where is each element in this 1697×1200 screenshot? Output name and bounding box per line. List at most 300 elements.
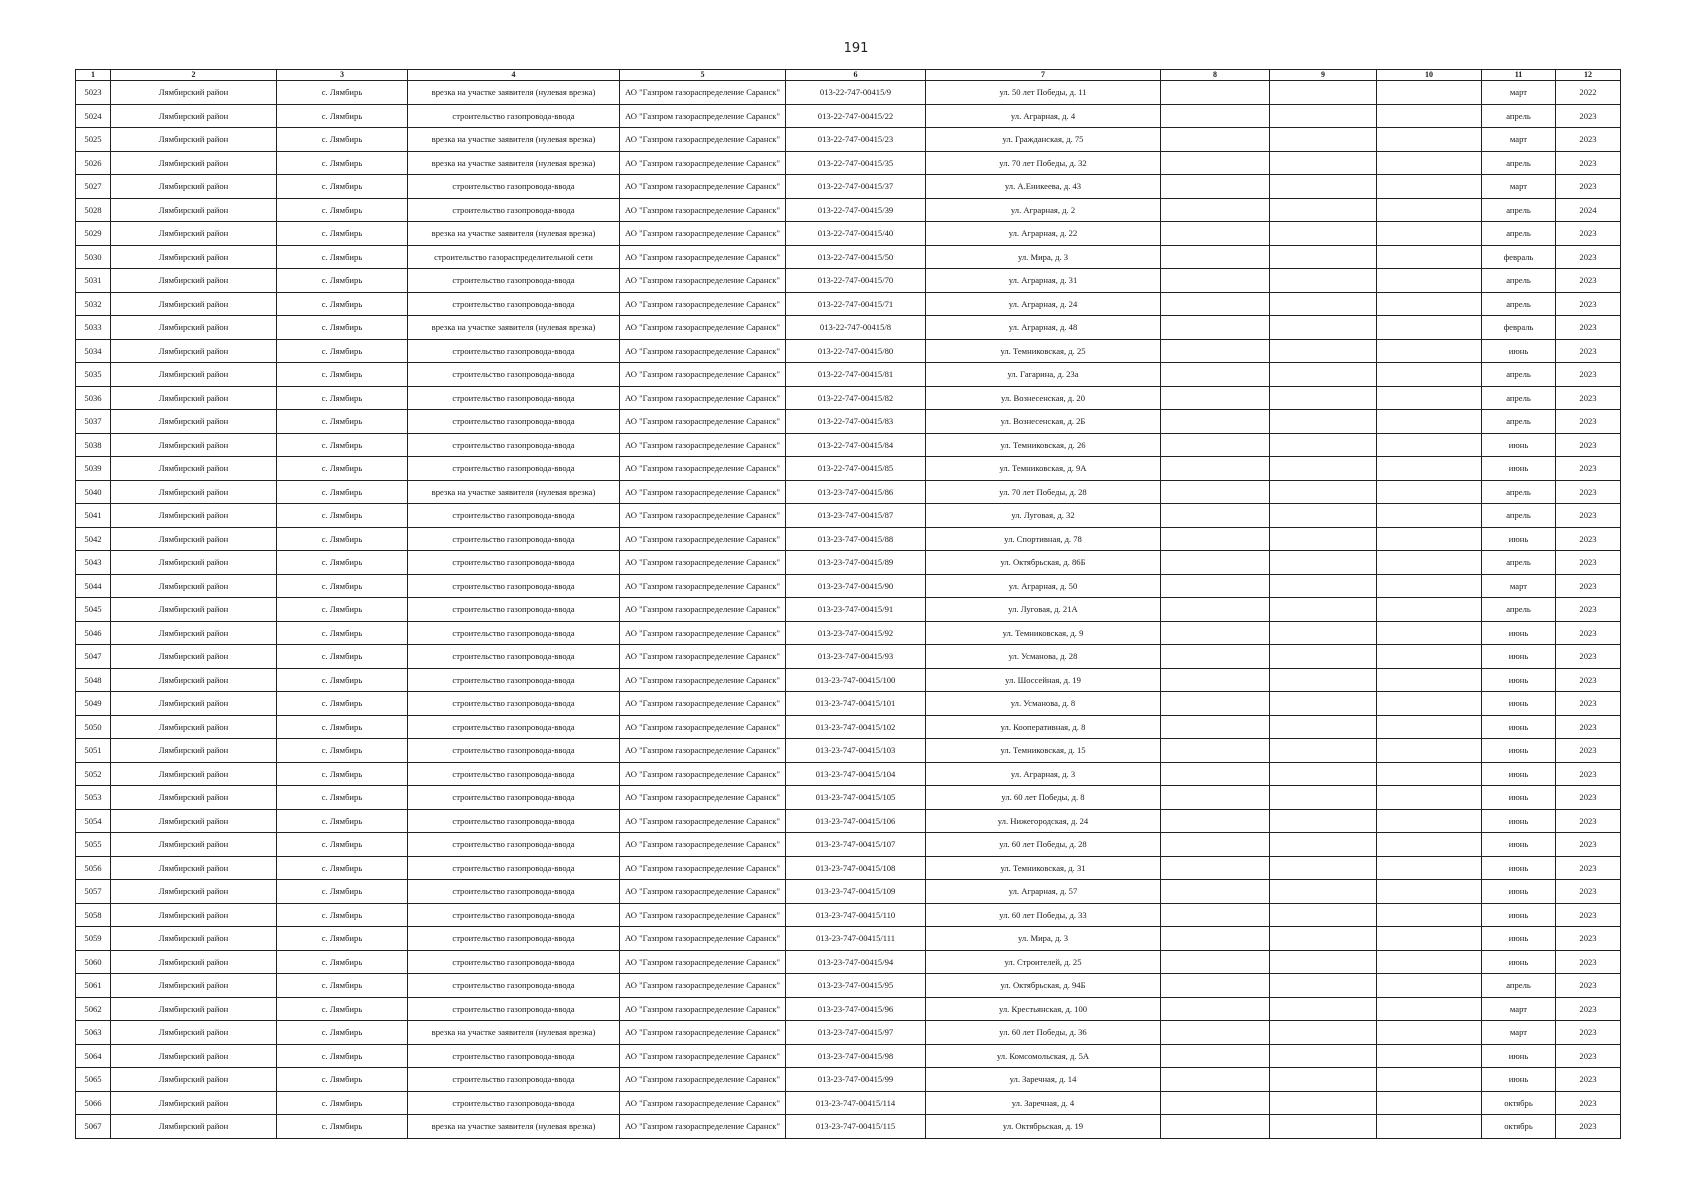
column-9-cell <box>1270 997 1377 1021</box>
organization-cell: АО "Газпром газораспределение Саранск" <box>620 1091 786 1115</box>
column-8-cell <box>1161 198 1270 222</box>
district-cell: Лямбирский район <box>111 739 277 763</box>
address-cell: ул. Темниковская, д. 25 <box>926 339 1161 363</box>
application-number-cell: 013-23-747-00415/89 <box>786 551 926 575</box>
column-9-cell <box>1270 504 1377 528</box>
table-row <box>76 1115 1621 1139</box>
work-type-cell: строительство газопровода-ввода <box>408 1068 620 1092</box>
table-row <box>76 903 1621 927</box>
application-number-cell: 013-22-747-00415/37 <box>786 175 926 199</box>
gasification-register-table <box>75 69 1621 1139</box>
settlement-cell: с. Лямбирь <box>277 809 408 833</box>
column-8-cell <box>1161 692 1270 716</box>
column-10-cell <box>1377 457 1482 481</box>
address-cell: ул. 50 лет Победы, д. 11 <box>926 81 1161 105</box>
settlement-cell: с. Лямбирь <box>277 1021 408 1045</box>
row-number-cell: 5028 <box>76 198 111 222</box>
month-cell: апрель <box>1482 104 1556 128</box>
column-8-cell <box>1161 809 1270 833</box>
table-row <box>76 1068 1621 1092</box>
district-cell: Лямбирский район <box>111 104 277 128</box>
column-8-cell <box>1161 833 1270 857</box>
work-type-cell: строительство газопровода-ввода <box>408 1091 620 1115</box>
settlement-cell: с. Лямбирь <box>277 1044 408 1068</box>
column-10-cell <box>1377 786 1482 810</box>
settlement-cell: с. Лямбирь <box>277 574 408 598</box>
year-cell: 2023 <box>1556 739 1621 763</box>
district-cell: Лямбирский район <box>111 551 277 575</box>
row-number-cell: 5055 <box>76 833 111 857</box>
table-row <box>76 527 1621 551</box>
year-cell: 2023 <box>1556 950 1621 974</box>
column-9-cell <box>1270 198 1377 222</box>
work-type-cell: врезка на участке заявителя (нулевая врезка) <box>408 128 620 152</box>
application-number-cell: 013-23-747-00415/102 <box>786 715 926 739</box>
column-9-cell <box>1270 410 1377 434</box>
table-row <box>76 574 1621 598</box>
month-cell: март <box>1482 574 1556 598</box>
month-cell: июнь <box>1482 762 1556 786</box>
row-number-cell: 5037 <box>76 410 111 434</box>
row-number-cell: 5047 <box>76 645 111 669</box>
column-8-cell <box>1161 880 1270 904</box>
column-10-cell <box>1377 128 1482 152</box>
address-cell: ул. Луговая, д. 21А <box>926 598 1161 622</box>
address-cell: ул. Темниковская, д. 15 <box>926 739 1161 763</box>
row-number-cell: 5053 <box>76 786 111 810</box>
work-type-cell: строительство газопровода-ввода <box>408 621 620 645</box>
application-number-cell: 013-23-747-00415/95 <box>786 974 926 998</box>
year-cell: 2023 <box>1556 316 1621 340</box>
organization-cell: АО "Газпром газораспределение Саранск" <box>620 833 786 857</box>
settlement-cell: с. Лямбирь <box>277 598 408 622</box>
year-cell: 2023 <box>1556 480 1621 504</box>
row-number-cell: 5039 <box>76 457 111 481</box>
year-cell: 2023 <box>1556 363 1621 387</box>
row-number-cell: 5051 <box>76 739 111 763</box>
month-cell: октябрь <box>1482 1091 1556 1115</box>
row-number-cell: 5024 <box>76 104 111 128</box>
column-8-cell <box>1161 128 1270 152</box>
row-number-cell: 5046 <box>76 621 111 645</box>
table-row <box>76 997 1621 1021</box>
work-type-cell: строительство газораспределительной сети <box>408 245 620 269</box>
table-row <box>76 386 1621 410</box>
column-8-cell <box>1161 339 1270 363</box>
year-cell: 2023 <box>1556 339 1621 363</box>
application-number-cell: 013-23-747-00415/99 <box>786 1068 926 1092</box>
table-row <box>76 457 1621 481</box>
year-cell: 2022 <box>1556 81 1621 105</box>
work-type-cell: строительство газопровода-ввода <box>408 645 620 669</box>
application-number-cell: 013-22-747-00415/9 <box>786 81 926 105</box>
district-cell: Лямбирский район <box>111 621 277 645</box>
work-type-cell: врезка на участке заявителя (нулевая врезка) <box>408 81 620 105</box>
column-10-cell <box>1377 1044 1482 1068</box>
column-10-cell <box>1377 621 1482 645</box>
column-8-cell <box>1161 856 1270 880</box>
column-9-cell <box>1270 856 1377 880</box>
application-number-cell: 013-23-747-00415/104 <box>786 762 926 786</box>
organization-cell: АО "Газпром газораспределение Саранск" <box>620 668 786 692</box>
column-10-cell <box>1377 339 1482 363</box>
column-9-cell <box>1270 245 1377 269</box>
month-cell: июнь <box>1482 856 1556 880</box>
settlement-cell: с. Лямбирь <box>277 198 408 222</box>
table-row <box>76 410 1621 434</box>
row-number-cell: 5061 <box>76 974 111 998</box>
organization-cell: АО "Газпром газораспределение Саранск" <box>620 856 786 880</box>
year-cell: 2023 <box>1556 974 1621 998</box>
month-cell: июнь <box>1482 621 1556 645</box>
organization-cell: АО "Газпром газораспределение Саранск" <box>620 339 786 363</box>
address-cell: ул. 70 лет Победы, д. 32 <box>926 151 1161 175</box>
column-8-cell <box>1161 363 1270 387</box>
column-8-cell <box>1161 997 1270 1021</box>
work-type-cell: строительство газопровода-ввода <box>408 692 620 716</box>
column-10-cell <box>1377 1021 1482 1045</box>
settlement-cell: с. Лямбирь <box>277 151 408 175</box>
organization-cell: АО "Газпром газораспределение Саранск" <box>620 151 786 175</box>
column-8-cell <box>1161 410 1270 434</box>
table-row <box>76 833 1621 857</box>
row-number-cell: 5038 <box>76 433 111 457</box>
organization-cell: АО "Газпром газораспределение Саранск" <box>620 574 786 598</box>
row-number-cell: 5036 <box>76 386 111 410</box>
table-row <box>76 668 1621 692</box>
column-9-cell <box>1270 292 1377 316</box>
application-number-cell: 013-23-747-00415/103 <box>786 739 926 763</box>
month-cell: июнь <box>1482 950 1556 974</box>
row-number-cell: 5059 <box>76 927 111 951</box>
district-cell: Лямбирский район <box>111 480 277 504</box>
column-10-cell <box>1377 151 1482 175</box>
row-number-cell: 5056 <box>76 856 111 880</box>
work-type-cell: строительство газопровода-ввода <box>408 786 620 810</box>
address-cell: ул. Темниковская, д. 26 <box>926 433 1161 457</box>
application-number-cell: 013-23-747-00415/115 <box>786 1115 926 1139</box>
year-cell: 2023 <box>1556 175 1621 199</box>
year-cell: 2023 <box>1556 104 1621 128</box>
district-cell: Лямбирский район <box>111 1068 277 1092</box>
row-number-cell: 5050 <box>76 715 111 739</box>
column-10-cell <box>1377 363 1482 387</box>
address-cell: ул. 70 лет Победы, д. 28 <box>926 480 1161 504</box>
month-cell: март <box>1482 128 1556 152</box>
organization-cell: АО "Газпром газораспределение Саранск" <box>620 386 786 410</box>
column-9-cell <box>1270 809 1377 833</box>
table-row <box>76 950 1621 974</box>
column-8-cell <box>1161 269 1270 293</box>
settlement-cell: с. Лямбирь <box>277 175 408 199</box>
column-9-cell <box>1270 386 1377 410</box>
year-cell: 2023 <box>1556 903 1621 927</box>
work-type-cell: врезка на участке заявителя (нулевая врезка) <box>408 151 620 175</box>
month-cell: июнь <box>1482 668 1556 692</box>
organization-cell: АО "Газпром газораспределение Саранск" <box>620 739 786 763</box>
address-cell: ул. Строителей, д. 25 <box>926 950 1161 974</box>
row-number-cell: 5042 <box>76 527 111 551</box>
column-9-cell <box>1270 527 1377 551</box>
year-cell: 2023 <box>1556 457 1621 481</box>
settlement-cell: с. Лямбирь <box>277 645 408 669</box>
row-number-cell: 5030 <box>76 245 111 269</box>
row-number-cell: 5065 <box>76 1068 111 1092</box>
work-type-cell: строительство газопровода-ввода <box>408 927 620 951</box>
column-8-cell <box>1161 739 1270 763</box>
year-cell: 2023 <box>1556 598 1621 622</box>
column-10-cell <box>1377 927 1482 951</box>
column-8-cell <box>1161 786 1270 810</box>
month-cell: апрель <box>1482 222 1556 246</box>
month-cell: июнь <box>1482 903 1556 927</box>
organization-cell: АО "Газпром газораспределение Саранск" <box>620 198 786 222</box>
column-9-cell <box>1270 645 1377 669</box>
column-9-cell <box>1270 1115 1377 1139</box>
organization-cell: АО "Газпром газораспределение Саранск" <box>620 316 786 340</box>
column-8-cell <box>1161 504 1270 528</box>
organization-cell: АО "Газпром газораспределение Саранск" <box>620 950 786 974</box>
organization-cell: АО "Газпром газораспределение Саранск" <box>620 880 786 904</box>
district-cell: Лямбирский район <box>111 880 277 904</box>
application-number-cell: 013-23-747-00415/100 <box>786 668 926 692</box>
address-cell: ул. Комсомольская, д. 5А <box>926 1044 1161 1068</box>
column-10-cell <box>1377 903 1482 927</box>
organization-cell: АО "Газпром газораспределение Саранск" <box>620 363 786 387</box>
table-row <box>76 245 1621 269</box>
district-cell: Лямбирский район <box>111 245 277 269</box>
column-9-cell <box>1270 151 1377 175</box>
year-cell: 2023 <box>1556 527 1621 551</box>
table-row <box>76 1091 1621 1115</box>
address-cell: ул. Аграрная, д. 24 <box>926 292 1161 316</box>
column-8-cell <box>1161 645 1270 669</box>
month-cell: апрель <box>1482 269 1556 293</box>
application-number-cell: 013-22-747-00415/84 <box>786 433 926 457</box>
column-header: 8 <box>1161 70 1270 81</box>
table-row <box>76 151 1621 175</box>
settlement-cell: с. Лямбирь <box>277 927 408 951</box>
table-row <box>76 1044 1621 1068</box>
column-9-cell <box>1270 974 1377 998</box>
column-10-cell <box>1377 997 1482 1021</box>
month-cell: апрель <box>1482 551 1556 575</box>
table-row <box>76 739 1621 763</box>
address-cell: ул. Октябрьская, д. 94Б <box>926 974 1161 998</box>
district-cell: Лямбирский район <box>111 386 277 410</box>
column-10-cell <box>1377 668 1482 692</box>
column-9-cell <box>1270 880 1377 904</box>
column-8-cell <box>1161 104 1270 128</box>
organization-cell: АО "Газпром газораспределение Саранск" <box>620 621 786 645</box>
application-number-cell: 013-22-747-00415/35 <box>786 151 926 175</box>
column-10-cell <box>1377 504 1482 528</box>
column-9-cell <box>1270 104 1377 128</box>
month-cell: апрель <box>1482 198 1556 222</box>
settlement-cell: с. Лямбирь <box>277 128 408 152</box>
application-number-cell: 013-22-747-00415/82 <box>786 386 926 410</box>
row-number-cell: 5045 <box>76 598 111 622</box>
organization-cell: АО "Газпром газораспределение Саранск" <box>620 1115 786 1139</box>
table-row <box>76 363 1621 387</box>
row-number-cell: 5043 <box>76 551 111 575</box>
work-type-cell: строительство газопровода-ввода <box>408 668 620 692</box>
year-cell: 2023 <box>1556 880 1621 904</box>
column-9-cell <box>1270 762 1377 786</box>
settlement-cell: с. Лямбирь <box>277 1091 408 1115</box>
row-number-cell: 5031 <box>76 269 111 293</box>
work-type-cell: строительство газопровода-ввода <box>408 997 620 1021</box>
table-row <box>76 504 1621 528</box>
month-cell: июнь <box>1482 645 1556 669</box>
application-number-cell: 013-23-747-00415/92 <box>786 621 926 645</box>
column-header: 9 <box>1270 70 1377 81</box>
organization-cell: АО "Газпром газораспределение Саранск" <box>620 128 786 152</box>
work-type-cell: строительство газопровода-ввода <box>408 833 620 857</box>
address-cell: ул. Октябрьская, д. 19 <box>926 1115 1161 1139</box>
district-cell: Лямбирский район <box>111 175 277 199</box>
column-10-cell <box>1377 81 1482 105</box>
address-cell: ул. Вознесенская, д. 20 <box>926 386 1161 410</box>
address-cell: ул. Аграрная, д. 2 <box>926 198 1161 222</box>
organization-cell: АО "Газпром газораспределение Саранск" <box>620 974 786 998</box>
work-type-cell: строительство газопровода-ввода <box>408 1044 620 1068</box>
row-number-cell: 5057 <box>76 880 111 904</box>
address-cell: ул. Заречная, д. 4 <box>926 1091 1161 1115</box>
column-10-cell <box>1377 880 1482 904</box>
table-row <box>76 786 1621 810</box>
organization-cell: АО "Газпром газораспределение Саранск" <box>620 927 786 951</box>
row-number-cell: 5066 <box>76 1091 111 1115</box>
table-row <box>76 81 1621 105</box>
settlement-cell: с. Лямбирь <box>277 880 408 904</box>
row-number-cell: 5048 <box>76 668 111 692</box>
column-10-cell <box>1377 292 1482 316</box>
month-cell: апрель <box>1482 363 1556 387</box>
work-type-cell: строительство газопровода-ввода <box>408 762 620 786</box>
settlement-cell: с. Лямбирь <box>277 292 408 316</box>
column-10-cell <box>1377 245 1482 269</box>
column-10-cell <box>1377 269 1482 293</box>
column-9-cell <box>1270 1091 1377 1115</box>
column-10-cell <box>1377 574 1482 598</box>
application-number-cell: 013-23-747-00415/97 <box>786 1021 926 1045</box>
settlement-cell: с. Лямбирь <box>277 903 408 927</box>
row-number-cell: 5064 <box>76 1044 111 1068</box>
column-header: 4 <box>408 70 620 81</box>
work-type-cell: строительство газопровода-ввода <box>408 363 620 387</box>
organization-cell: АО "Газпром газораспределение Саранск" <box>620 457 786 481</box>
work-type-cell: строительство газопровода-ввода <box>408 598 620 622</box>
application-number-cell: 013-23-747-00415/107 <box>786 833 926 857</box>
organization-cell: АО "Газпром газораспределение Саранск" <box>620 997 786 1021</box>
application-number-cell: 013-23-747-00415/106 <box>786 809 926 833</box>
organization-cell: АО "Газпром газораспределение Саранск" <box>620 104 786 128</box>
column-9-cell <box>1270 903 1377 927</box>
district-cell: Лямбирский район <box>111 574 277 598</box>
organization-cell: АО "Газпром газораспределение Саранск" <box>620 903 786 927</box>
district-cell: Лямбирский район <box>111 809 277 833</box>
column-10-cell <box>1377 1115 1482 1139</box>
column-9-cell <box>1270 621 1377 645</box>
settlement-cell: с. Лямбирь <box>277 339 408 363</box>
column-9-cell <box>1270 1044 1377 1068</box>
settlement-cell: с. Лямбирь <box>277 1115 408 1139</box>
column-10-cell <box>1377 1068 1482 1092</box>
organization-cell: АО "Газпром газораспределение Саранск" <box>620 480 786 504</box>
district-cell: Лямбирский район <box>111 950 277 974</box>
application-number-cell: 013-23-747-00415/94 <box>786 950 926 974</box>
table-row <box>76 809 1621 833</box>
column-10-cell <box>1377 104 1482 128</box>
address-cell: ул. Мира, д. 3 <box>926 245 1161 269</box>
organization-cell: АО "Газпром газораспределение Саранск" <box>620 715 786 739</box>
row-number-cell: 5029 <box>76 222 111 246</box>
column-8-cell <box>1161 1068 1270 1092</box>
row-number-cell: 5025 <box>76 128 111 152</box>
year-cell: 2023 <box>1556 222 1621 246</box>
work-type-cell: врезка на участке заявителя (нулевая врезка) <box>408 316 620 340</box>
organization-cell: АО "Газпром газораспределение Саранск" <box>620 410 786 434</box>
district-cell: Лямбирский район <box>111 598 277 622</box>
row-number-cell: 5023 <box>76 81 111 105</box>
column-10-cell <box>1377 222 1482 246</box>
address-cell: ул. Октябрьская, д. 86Б <box>926 551 1161 575</box>
address-cell: ул. Спортивная, д. 78 <box>926 527 1161 551</box>
settlement-cell: с. Лямбирь <box>277 974 408 998</box>
settlement-cell: с. Лямбирь <box>277 739 408 763</box>
year-cell: 2023 <box>1556 151 1621 175</box>
year-cell: 2024 <box>1556 198 1621 222</box>
column-8-cell <box>1161 386 1270 410</box>
organization-cell: АО "Газпром газораспределение Саранск" <box>620 1068 786 1092</box>
column-header: 10 <box>1377 70 1482 81</box>
table-row <box>76 104 1621 128</box>
row-number-cell: 5058 <box>76 903 111 927</box>
column-9-cell <box>1270 363 1377 387</box>
table-row <box>76 128 1621 152</box>
column-8-cell <box>1161 175 1270 199</box>
column-9-cell <box>1270 574 1377 598</box>
year-cell: 2023 <box>1556 245 1621 269</box>
year-cell: 2023 <box>1556 269 1621 293</box>
settlement-cell: с. Лямбирь <box>277 457 408 481</box>
application-number-cell: 013-23-747-00415/105 <box>786 786 926 810</box>
application-number-cell: 013-22-747-00415/40 <box>786 222 926 246</box>
column-10-cell <box>1377 386 1482 410</box>
month-cell: март <box>1482 1021 1556 1045</box>
column-header: 12 <box>1556 70 1621 81</box>
application-number-cell: 013-23-747-00415/93 <box>786 645 926 669</box>
district-cell: Лямбирский район <box>111 363 277 387</box>
row-number-cell: 5027 <box>76 175 111 199</box>
column-8-cell <box>1161 292 1270 316</box>
table-row <box>76 692 1621 716</box>
address-cell: ул. Крестьянская, д. 100 <box>926 997 1161 1021</box>
organization-cell: АО "Газпром газораспределение Саранск" <box>620 692 786 716</box>
column-10-cell <box>1377 433 1482 457</box>
address-cell: ул. Усманова, д. 8 <box>926 692 1161 716</box>
year-cell: 2023 <box>1556 504 1621 528</box>
column-9-cell <box>1270 175 1377 199</box>
district-cell: Лямбирский район <box>111 410 277 434</box>
page-number: 191 <box>843 41 869 56</box>
district-cell: Лямбирский район <box>111 1044 277 1068</box>
district-cell: Лямбирский район <box>111 833 277 857</box>
address-cell: ул. Темниковская, д. 9 <box>926 621 1161 645</box>
settlement-cell: с. Лямбирь <box>277 504 408 528</box>
month-cell: июнь <box>1482 339 1556 363</box>
